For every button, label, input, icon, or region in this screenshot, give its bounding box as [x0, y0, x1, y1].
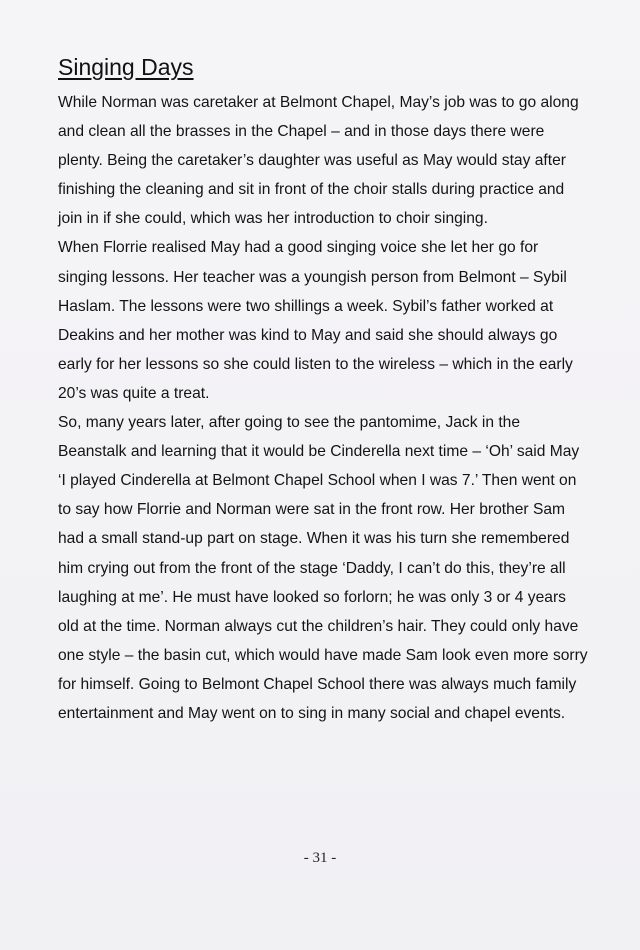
- paragraph-1: While Norman was caretaker at Belmont Chapel, May’s job was to go along and clean all the brasses in the Chapel – and in those days there were plenty. Being the caretaker’s daughter was useful as May would stay after finishing the cleaning and sit in front of the choir stalls during practice and join in if she could, which was her introduction to choir singing.: [58, 94, 579, 228]
- paragraph-2: When Florrie realised May had a good singing voice she let her go for singing lessons. Her teacher was a youngish person from Belmont – Sybil Haslam. The lessons were two shillings a week. Sybil’s father worked at Deakins and her mother was kind to May and said she should always go early for her lessons so she could listen to the wireless – which in the early 20’s was quite a treat.: [58, 239, 573, 402]
- document-content: [58, 50, 588, 728]
- page-title: Singing Days: [58, 54, 194, 80]
- body-text: [58, 88, 588, 728]
- page-number: - 31 -: [303, 850, 337, 866]
- paragraph-3: So, many years later, after going to see the pantomime, Jack in the Beanstalk and learning that it would be Cinderella next time – ‘Oh’ said May ‘I played Cinderella at Belmont Chapel School when I was 7.’ Then went on to say how Florrie and Norman were sat in the front row. Her brother Sam had a small stand-up part on stage. When it was his turn she remembered him crying out from the front of the stage ‘Daddy, I can’t do this, they’re all laughing at me’. He must have looked so forlorn; he was only 3 or 4 years old at the time. Norman always cut the children’s hair. They could only have one style – the basin cut, which would have made Sam look even more sorry for himself. Going to Belmont Chapel School there was always much family entertainment and May went on to sing in many social and chapel events.: [58, 414, 588, 722]
